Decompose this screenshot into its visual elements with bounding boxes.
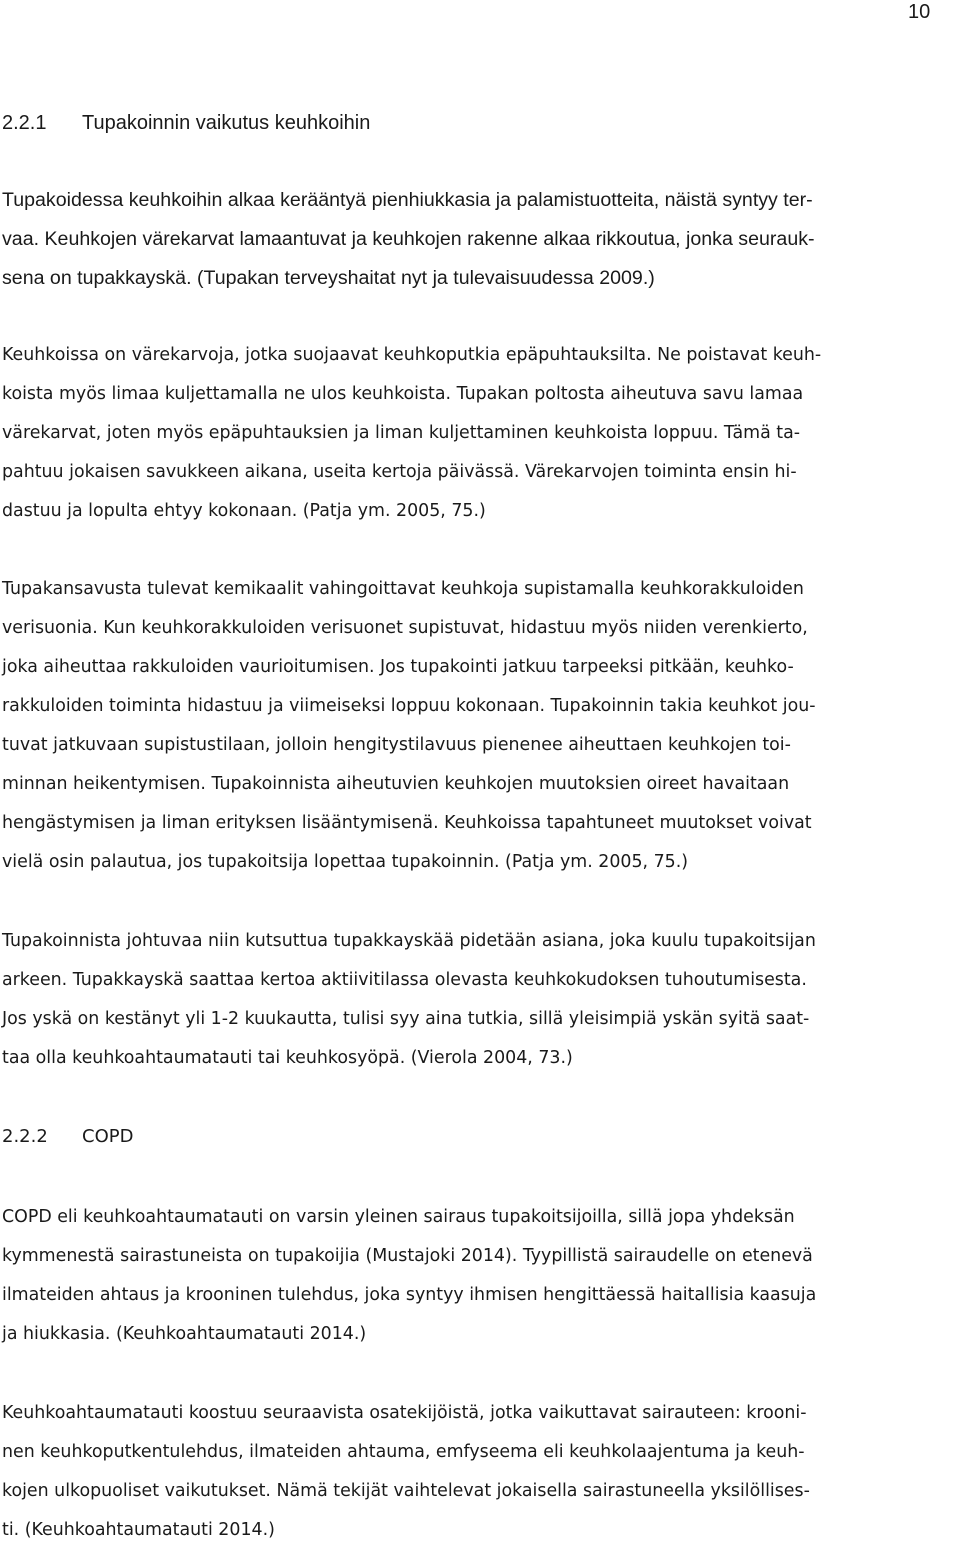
paragraph-line: ilmateiden ahtaus ja krooninen tulehdus, joka syntyy ihmisen hengittäessä haitallisia kaasuja <box>2 1285 817 1305</box>
paragraph-line: kymmenestä sairastuneista on tupakoijia (Mustajoki 2014). Tyypillistä sairaudelle on etenevä <box>2 1246 813 1266</box>
paragraph-line: COPD eli keuhkoahtaumatauti on varsin yleinen sairaus tupakoitsijoilla, sillä jopa yhdeksän <box>2 1207 795 1227</box>
paragraph-line: kojen ulkopuoliset vaikutukset. Nämä tekijät vaihtelevat jokaisella sairastuneella yksilöllises- <box>2 1481 810 1501</box>
page-number: 10 <box>908 1 931 23</box>
paragraph-line: vielä osin palautua, jos tupakoitsija lopettaa tupakoinnin. (Patja ym. 2005, 75.) <box>2 852 689 872</box>
paragraph-line: värekarvat, joten myös epäpuhtauksien ja liman kuljettaminen keuhkoista loppuu. Tämä ta- <box>2 423 801 443</box>
paragraph-line: Tupakoinnista johtuvaa niin kutsuttua tupakkayskää pidetään asiana, joka kuulu tupakoitsijan <box>2 931 816 951</box>
paragraph-line: dastuu ja lopulta ehtyy kokonaan. (Patja ym. 2005, 75.) <box>2 501 486 521</box>
paragraph-line: koista myös limaa kuljettamalla ne ulos keuhkoista. Tupakan poltosta aiheutuva savu lamaa <box>2 384 804 404</box>
section-title: Tupakoinnin vaikutus keuhkoihin <box>82 112 371 134</box>
paragraph-line: minnan heikentymisen. Tupakoinnista aiheutuvien keuhkojen muutoksien oireet havaitaan <box>2 774 790 794</box>
paragraph-line: Tupakansavusta tulevat kemikaalit vahingoittavat keuhkoja supistamalla keuhkorakkuloiden <box>2 579 804 599</box>
paragraph-line: hengästymisen ja liman erityksen lisääntymisenä. Keuhkoissa tapahtuneet muutokset voivat <box>2 813 812 833</box>
section-heading-2-2-2 <box>2 1125 133 1149</box>
paragraph-line: Tupakoidessa keuhkoihin alkaa kerääntyä pienhiukkasia ja palamistuotteita, näistä syntyy ter- <box>2 189 813 211</box>
paragraph-line: tuvat jatkuvaan supistustilaan, jolloin hengitystilavuus pienenee aiheuttaen keuhkojen toi- <box>2 735 791 755</box>
paragraph-line: arkeen. Tupakkayskä saattaa kertoa aktiivitilassa olevasta keuhkokudoksen tuhoutumisesta. <box>2 970 807 990</box>
paragraph-line: Jos yskä on kestänyt yli 1-2 kuukautta, tulisi syy aina tutkia, sillä yleisimpiä yskän syitä saat- <box>2 1009 810 1029</box>
paragraph-line: sena on tupakkayskä. (Tupakan terveyshaitat nyt ja tulevaisuudessa 2009.) <box>2 267 655 289</box>
paragraph-line: pahtuu jokaisen savukkeen aikana, useita kertoja päivässä. Värekarvojen toiminta ensin hi- <box>2 462 797 482</box>
paragraph-line: ja hiukkasia. (Keuhkoahtaumatauti 2014.) <box>2 1324 367 1344</box>
section-number: 2.2.2 <box>2 1126 48 1147</box>
paragraph-line: rakkuloiden toiminta hidastuu ja viimeiseksi loppuu kokonaan. Tupakoinnin takia keuhkot jou- <box>2 696 816 716</box>
paragraph-line: nen keuhkoputkentulehdus, ilmateiden ahtauma, emfyseema eli keuhkolaajentuma ja keuh- <box>2 1442 805 1462</box>
section-title: COPD <box>82 1126 134 1147</box>
paragraph-line: ti. (Keuhkoahtaumatauti 2014.) <box>2 1520 275 1540</box>
paragraph-line: vaa. Keuhkojen värekarvat lamaantuvat ja keuhkojen rakenne alkaa rikkoutua, jonka seurauk- <box>2 228 815 250</box>
paragraph-line: joka aiheuttaa rakkuloiden vaurioitumisen. Jos tupakointi jatkuu tarpeeksi pitkään, keuhko- <box>2 657 794 677</box>
paragraph-line: taa olla keuhkoahtaumatauti tai keuhkosyöpä. (Vierola 2004, 73.) <box>2 1048 573 1068</box>
paragraph-line: Keuhkoahtaumatauti koostuu seuraavista osatekijöistä, jotka vaikuttavat sairauteen: krooni- <box>2 1403 807 1423</box>
paragraph-line: verisuonia. Kun keuhkorakkuloiden verisuonet supistuvat, hidastuu myös niiden verenkierto, <box>2 618 808 638</box>
paragraph-line: Keuhkoissa on värekarvoja, jotka suojaavat keuhkoputkia epäpuhtauksilta. Ne poistavat keuh- <box>2 345 822 365</box>
section-number: 2.2.1 <box>2 112 47 134</box>
section-heading-2-2-1 <box>2 111 370 135</box>
